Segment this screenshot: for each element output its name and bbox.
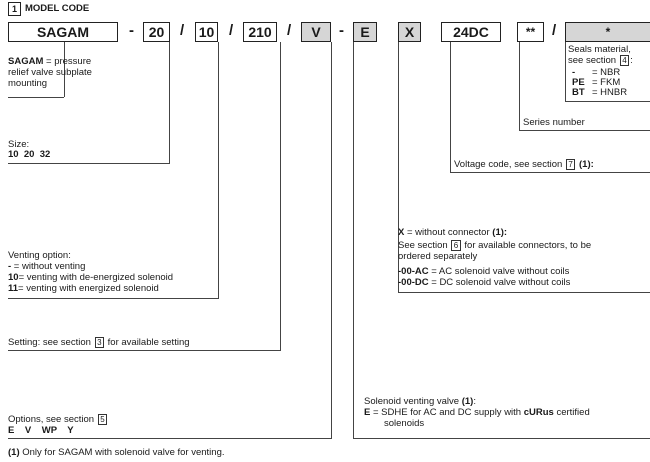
seals-code: BT — [572, 87, 585, 98]
code-solenoid-box — [353, 22, 377, 42]
options-label — [8, 414, 108, 426]
code-slash-4: / — [552, 22, 557, 39]
venting-row-none — [8, 261, 85, 273]
connector-ac-desc: = AC solenoid valve without coils — [428, 266, 570, 277]
code-model: SAGAM — [36, 24, 90, 40]
seals-value: = NBR — [592, 67, 621, 78]
code-dash-2: - — [339, 22, 344, 39]
connector-code: X — [398, 227, 405, 238]
connector-section-ref: 6 — [451, 240, 460, 251]
solenoid-desc-pre: SDHE for AC and DC supply with — [381, 407, 524, 418]
voltage-section-ref: 7 — [566, 159, 575, 170]
model-desc-bold: SAGAM — [8, 56, 44, 67]
options-connector-line — [331, 42, 332, 438]
code-options: V — [311, 24, 321, 40]
options-section-ref: 5 — [98, 414, 107, 425]
code-voltage: 24DC — [453, 24, 489, 40]
connector-row-ac — [398, 266, 569, 278]
seals-title: Seals material, — [568, 44, 631, 55]
solenoid-connector-hline — [353, 438, 650, 439]
code-connector-box — [398, 22, 421, 42]
venting-desc: = without venting — [11, 261, 86, 272]
size-values: 10 20 32 — [8, 149, 51, 160]
connector-see-post: for available connectors, to be — [464, 240, 592, 251]
voltage-connector-hline — [450, 172, 650, 173]
solenoid-desc-line2: solenoids — [384, 418, 425, 429]
connector-mid: = without connector — [404, 227, 493, 238]
venting-desc: = venting with energized solenoid — [18, 283, 159, 294]
code-voltage-box — [441, 22, 501, 42]
venting-connector-hline — [8, 298, 219, 299]
model-desc-line2: relief valve subplate — [8, 67, 92, 78]
options-values: E V WP Y — [8, 425, 74, 436]
seals-see-section — [568, 55, 633, 67]
venting-row-11 — [8, 283, 159, 295]
size-connector-line — [169, 42, 170, 163]
code-dash-1: - — [129, 22, 134, 39]
venting-code: - — [8, 261, 12, 272]
solenoid-connector-line — [353, 42, 354, 438]
section-title: MODEL CODE — [25, 3, 90, 14]
code-seals-box — [565, 22, 650, 42]
connector-line2 — [398, 240, 591, 252]
size-label: Size: — [8, 139, 30, 150]
setting-label — [8, 337, 190, 349]
footnote-num: (1) — [8, 447, 20, 458]
code-slash-2: / — [229, 22, 234, 39]
connector-see-pre: See section — [398, 240, 448, 251]
solenoid-title — [364, 396, 476, 408]
code-slash-3: / — [287, 22, 292, 39]
code-field2-box — [195, 22, 218, 42]
series-connector-hline — [519, 130, 650, 131]
model-connector-hline — [8, 97, 64, 98]
connector-ac-code: -00-AC — [398, 266, 429, 277]
footnote — [8, 447, 225, 459]
code-series-box — [517, 22, 544, 42]
venting-row-10 — [8, 272, 173, 284]
solenoid-code: E — [364, 407, 371, 418]
voltage-pre: Voltage code, see section — [454, 159, 563, 170]
connector-connector-hline — [398, 292, 650, 293]
series-label: Series number — [523, 117, 585, 128]
code-size: 20 — [148, 24, 165, 40]
code-setting: 210 — [248, 24, 272, 40]
seals-row-hnbr — [572, 87, 627, 99]
seals-see-pre: see section — [568, 55, 617, 66]
code-field2: 10 — [198, 24, 215, 40]
solenoid-title-post: : — [473, 396, 476, 407]
setting-connector-line — [280, 42, 281, 350]
series-connector-line — [519, 42, 520, 130]
solenoid-cert: cURus — [523, 407, 554, 418]
seals-see-post: : — [630, 55, 633, 66]
section-number: 1 — [8, 2, 21, 16]
solenoid-desc-line1 — [364, 407, 590, 419]
code-model-box — [8, 22, 118, 42]
setting-pre: Setting: see section — [8, 337, 91, 348]
model-desc-line1 — [8, 56, 91, 68]
connector-row-dc — [398, 277, 570, 289]
code-seals: * — [605, 25, 611, 39]
venting-code: 10 — [8, 272, 19, 283]
code-connector: X — [404, 24, 415, 40]
options-connector-hline — [8, 438, 332, 439]
setting-connector-hline — [8, 350, 281, 351]
model-desc-rest: = pressure — [43, 56, 92, 67]
venting-desc: = venting with de-energized solenoid — [18, 272, 174, 283]
footnote-text: Only for SAGAM with solenoid valve for venting. — [19, 447, 225, 458]
venting-code: 11 — [8, 283, 19, 294]
voltage-label — [454, 159, 594, 171]
code-options-box — [301, 22, 331, 42]
options-pre: Options, see section — [8, 414, 95, 425]
model-desc-line3: mounting — [8, 78, 48, 89]
venting-connector-line — [218, 42, 219, 298]
solenoid-title-pre: Solenoid venting valve — [364, 396, 462, 407]
voltage-post: (1): — [579, 159, 594, 170]
connector-dc-code: -00-DC — [398, 277, 429, 288]
seals-section-ref: 4 — [620, 55, 629, 66]
code-size-box — [143, 22, 170, 42]
solenoid-title-ref: (1) — [461, 396, 474, 407]
code-series: ** — [525, 25, 536, 39]
seals-value: = FKM — [592, 77, 621, 88]
setting-section-ref: 3 — [95, 337, 104, 348]
code-slash-1: / — [180, 22, 185, 39]
connector-ref: (1): — [492, 227, 508, 238]
code-solenoid: E — [360, 24, 370, 40]
code-setting-box — [243, 22, 277, 42]
solenoid-eq: = — [370, 407, 382, 418]
connector-dc-desc: = DC solenoid valve without coils — [428, 277, 571, 288]
solenoid-desc-post: certified — [553, 407, 590, 418]
voltage-connector-line — [450, 42, 451, 172]
size-connector-hline — [8, 163, 170, 164]
seals-value: = HNBR — [592, 87, 628, 98]
seals-code: - — [572, 67, 576, 78]
venting-title: Venting option: — [8, 250, 71, 261]
seals-code: PE — [572, 77, 585, 88]
connector-line1 — [398, 227, 507, 239]
connector-line3: ordered separately — [398, 251, 478, 262]
setting-post: for available setting — [107, 337, 190, 348]
